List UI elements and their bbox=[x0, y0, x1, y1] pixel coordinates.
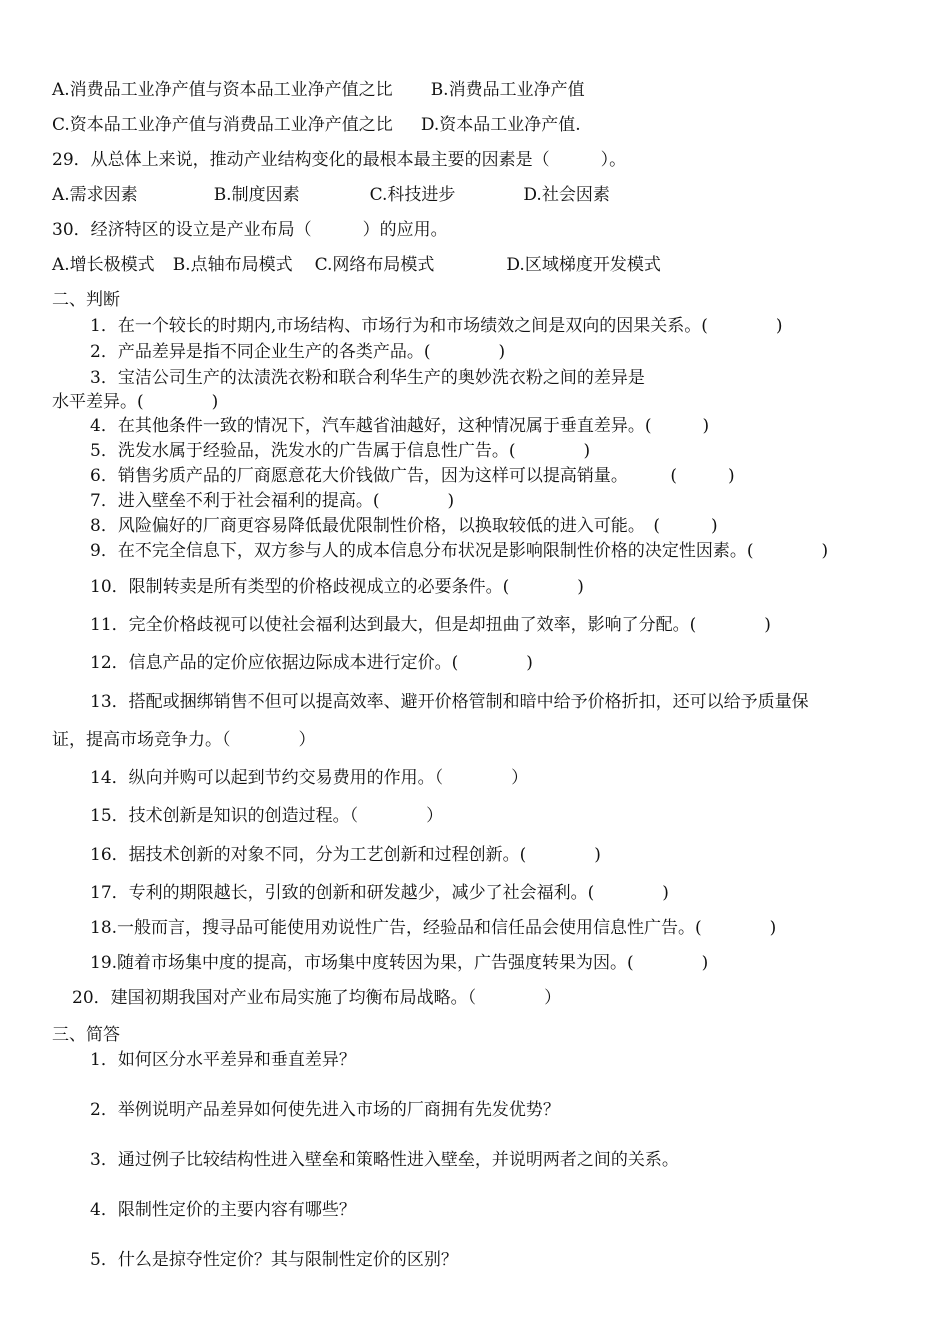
q28-options-row-2 bbox=[52, 115, 581, 135]
short-answer-item: 2．举例说明产品差异如何使先进入市场的厂商拥有先发优势？ bbox=[90, 1100, 560, 1120]
q30-option-b: B.点轴布局模式 bbox=[172, 255, 293, 275]
q29-options-row bbox=[52, 185, 610, 205]
q28-option-d: D.资本品工业净产值. bbox=[420, 115, 581, 135]
judgment-item: 7．进入壁垒不利于社会福利的提高。( ) bbox=[90, 491, 455, 511]
short-answer-item: 4．限制性定价的主要内容有哪些？ bbox=[90, 1200, 356, 1220]
q30-option-d: D.区域梯度开发模式 bbox=[506, 255, 661, 275]
q30-options-row bbox=[52, 255, 661, 275]
q29-option-d: D.社会因素 bbox=[523, 185, 610, 205]
judgment-item: 16．据技术创新的对象不同，分为工艺创新和过程创新。( ) bbox=[90, 845, 601, 865]
judgment-item-continuation: 水平差异。( ) bbox=[52, 392, 219, 412]
judgment-item: 9．在不完全信息下，双方参与人的成本信息分布状况是影响限制性价格的决定性因素。( ) bbox=[90, 541, 829, 561]
judgment-item: 11．完全价格歧视可以使社会福利达到最大，但是却扭曲了效率，影响了分配。( ) bbox=[90, 615, 771, 635]
q28-option-b: B.消费品工业净产值 bbox=[430, 80, 585, 100]
short-answer-item: 3．通过例子比较结构性进入壁垒和策略性进入壁垒，并说明两者之间的关系。 bbox=[90, 1150, 679, 1170]
judgment-item-continuation: 证，提高市场竞争力。（ ） bbox=[52, 730, 316, 750]
short-answer-item: 1．如何区分水平差异和垂直差异？ bbox=[90, 1050, 356, 1070]
judgment-item: 8．风险偏好的厂商更容易降低最优限制性价格，以换取较低的进入可能。 ( ) bbox=[90, 516, 718, 536]
judgment-item: 5．洗发水属于经验品，洗发水的广告属于信息性广告。( ) bbox=[90, 441, 591, 461]
judgment-item: 18.一般而言，搜寻品可能使用劝说性广告，经验品和信任品会使用信息性广告。( ) bbox=[90, 918, 777, 938]
section2-title: 二、判断 bbox=[52, 290, 120, 310]
judgment-item: 14．纵向并购可以起到节约交易费用的作用。（ ） bbox=[90, 768, 529, 788]
q29-option-a: A.需求因素 bbox=[52, 185, 138, 205]
q30-stem: 30．经济特区的设立是产业布局（ ）的应用。 bbox=[52, 220, 448, 240]
judgment-item: 1．在一个较长的时期内,市场结构、市场行为和市场绩效之间是双向的因果关系。( ) bbox=[90, 316, 783, 336]
judgment-item: 2．产品差异是指不同企业生产的各类产品。( ) bbox=[90, 342, 506, 362]
q30-option-c: C.网络布局模式 bbox=[314, 255, 435, 275]
judgment-item: 13．搭配或捆绑销售不但可以提高效率、避开价格管制和暗中给予价格折扣，还可以给予质量保 bbox=[90, 692, 809, 712]
judgment-item: 15．技术创新是知识的创造过程。（ ） bbox=[90, 806, 444, 826]
judgment-item: 4．在其他条件一致的情况下，汽车越省油越好，这种情况属于垂直差异。( ) bbox=[90, 416, 710, 436]
judgment-item: 19.随着市场集中度的提高，市场集中度转因为果，广告强度转果为因。( ) bbox=[90, 953, 709, 973]
q29-stem: 29．从总体上来说，推动产业结构变化的最根本最主要的因素是（ ）。 bbox=[52, 150, 627, 170]
judgment-item: 10．限制转卖是所有类型的价格歧视成立的必要条件。( ) bbox=[90, 577, 584, 597]
short-answer-item: 5．什么是掠夺性定价？其与限制性定价的区别？ bbox=[90, 1250, 458, 1270]
judgment-item: 6．销售劣质产品的厂商愿意花大价钱做广告，因为这样可以提高销量。 ( ) bbox=[90, 466, 735, 486]
section3-title: 三、简答 bbox=[52, 1025, 120, 1045]
q28-options-row-1 bbox=[52, 80, 585, 100]
q28-option-c: C.资本品工业净产值与消费品工业净产值之比 bbox=[52, 115, 393, 135]
judgment-item: 20．建国初期我国对产业布局实施了均衡布局战略。（ ） bbox=[72, 988, 562, 1008]
q29-option-c: C.科技进步 bbox=[369, 185, 456, 205]
q30-option-a: A.增长极模式 bbox=[52, 255, 155, 275]
judgment-item: 3．宝洁公司生产的汰渍洗衣粉和联合利华生产的奥妙洗衣粉之间的差异是 bbox=[90, 368, 645, 388]
judgment-item: 12．信息产品的定价应依据边际成本进行定价。( ) bbox=[90, 653, 533, 673]
q28-option-a: A.消费品工业净产值与资本品工业净产值之比 bbox=[52, 80, 393, 100]
q29-option-b: B.制度因素 bbox=[213, 185, 300, 205]
judgment-item: 17．专利的期限越长，引致的创新和研发越少，减少了社会福利。( ) bbox=[90, 883, 669, 903]
